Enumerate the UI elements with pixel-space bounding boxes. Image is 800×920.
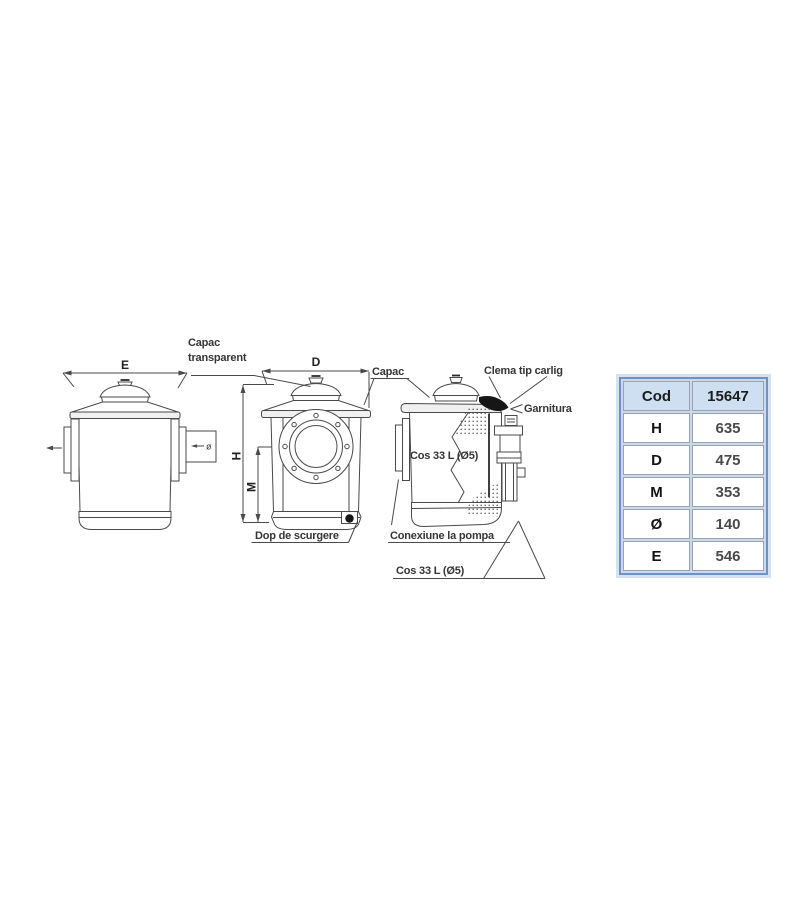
dim-label-M: M	[244, 482, 259, 492]
label-clema-tip-carlig: Clema tip carlig	[484, 365, 563, 377]
flow-arrow-left-icon	[46, 446, 62, 451]
row-label-E: E	[623, 541, 690, 571]
row-value-diameter: 140	[692, 509, 764, 539]
side-view	[46, 358, 216, 530]
front-view	[230, 355, 371, 530]
porthole	[279, 410, 353, 484]
side-view-lid	[70, 380, 180, 419]
table-row	[623, 445, 764, 475]
dim-label-H: H	[229, 451, 244, 461]
table-row	[623, 509, 764, 539]
side-view-body	[78, 419, 172, 512]
outlet-flange	[171, 419, 216, 481]
label-capac-transparent-2: transparent	[188, 352, 247, 364]
side-view-base	[79, 512, 171, 530]
pump-connection-flange	[396, 419, 410, 481]
label-cos-inline: Cos 33 L (Ø5)	[410, 450, 479, 462]
row-value-H: 635	[692, 413, 764, 443]
row-value-E: 546	[692, 541, 764, 571]
diameter-symbol: ø	[206, 441, 212, 452]
label-garnitura: Garnitura	[524, 403, 572, 415]
front-view-base	[272, 512, 362, 530]
table-header-cod: Cod	[623, 381, 690, 411]
row-label-H: H	[623, 413, 690, 443]
section-view	[396, 376, 526, 527]
table-header-code-value: 15647	[692, 381, 764, 411]
label-capac-transparent-1: Capac	[188, 337, 221, 349]
table-row	[623, 413, 764, 443]
row-label-M: M	[623, 477, 690, 507]
label-capac: Capac	[372, 366, 405, 378]
basket-mesh-lower	[465, 481, 500, 517]
inlet-flange	[64, 419, 79, 481]
row-value-D: 475	[692, 445, 764, 475]
dimension-table	[616, 374, 771, 578]
row-label-diameter: Ø	[623, 509, 690, 539]
table-row	[623, 541, 764, 571]
label-conexiune-la-pompa: Conexiune la pompa	[390, 530, 494, 542]
label-cos-bottom: Cos 33 L (Ø5)	[396, 565, 465, 577]
drain-plug-icon	[345, 514, 353, 522]
row-value-M: 353	[692, 477, 764, 507]
dim-label-E: E	[120, 358, 130, 372]
dim-label-D: D	[311, 355, 321, 369]
label-dop-de-scurgere: Dop de scurgere	[255, 530, 339, 542]
table-row	[623, 477, 764, 507]
row-label-D: D	[623, 445, 690, 475]
table-header-row	[623, 381, 764, 411]
dimension-H	[230, 385, 275, 523]
